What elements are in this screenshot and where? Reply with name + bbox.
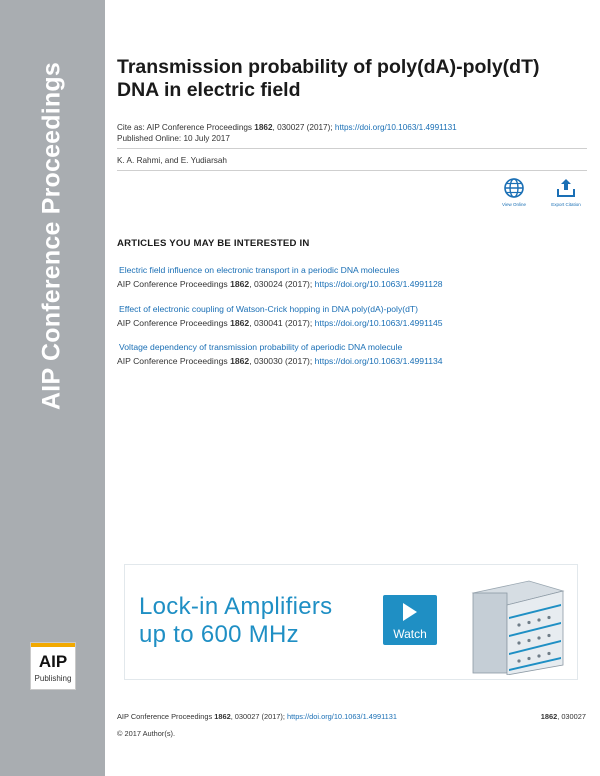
logo-subtext: Publishing <box>34 674 72 683</box>
watch-label: Watch <box>393 627 427 641</box>
related-article-title[interactable]: Effect of electronic coupling of Watson-Crick hopping in DNA poly(dA)-poly(dT) <box>119 304 419 314</box>
export-icon <box>555 177 577 199</box>
citation-line <box>117 122 457 133</box>
article-title-line2: DNA in electric field <box>117 79 301 101</box>
related-citation-rest: , 030030 (2017); <box>249 356 315 366</box>
aip-publishing-logo[interactable] <box>30 642 76 690</box>
published-date: Published Online: 10 July 2017 <box>117 134 230 143</box>
journal-title: AIP Conference Proceedings <box>37 62 66 410</box>
related-citation-rest: , 030041 (2017); <box>249 318 315 328</box>
view-online-button[interactable] <box>494 177 534 207</box>
logo-text: AIP <box>38 652 68 671</box>
lock-in-amplifier-image <box>469 571 567 675</box>
related-article-citation <box>117 279 443 289</box>
related-citation-volume: 1862 <box>230 279 250 289</box>
globe-icon <box>503 177 525 199</box>
related-citation-prefix: AIP Conference Proceedings <box>117 356 231 366</box>
export-citation-label: Export Citation <box>551 202 581 207</box>
footer-doi-link[interactable]: https://doi.org/10.1063/1.4991131 <box>286 712 397 721</box>
ad-headline-line1: Lock-in Amplifiers <box>139 593 333 620</box>
divider <box>117 170 587 171</box>
footer-citation-volume: 1862 <box>214 712 231 721</box>
related-doi-link[interactable]: https://doi.org/10.1063/1.4991145 <box>314 318 443 328</box>
logo-stripe <box>31 643 75 647</box>
article-title-line1: Transmission probability of poly(dA)-poly(dT) <box>117 56 540 78</box>
related-citation-rest: , 030024 (2017); <box>249 279 315 289</box>
citation-prefix: Cite as: AIP Conference Proceedings <box>117 123 255 132</box>
related-doi-link[interactable]: https://doi.org/10.1063/1.4991128 <box>314 279 443 289</box>
export-citation-button[interactable] <box>546 177 586 207</box>
divider <box>117 148 587 149</box>
related-article-citation <box>117 356 443 366</box>
page-article-number: , 030027 <box>557 712 586 721</box>
footer-citation-rest: , 030027 (2017); <box>230 712 287 721</box>
related-citation-volume: 1862 <box>230 318 250 328</box>
watch-button[interactable] <box>383 595 437 645</box>
related-article-title[interactable]: Electric field influence on electronic transport in a periodic DNA molecules <box>119 265 400 275</box>
ad-headline-line2: up to 600 MHz <box>139 621 299 648</box>
related-citation-volume: 1862 <box>230 356 250 366</box>
related-citation-prefix: AIP Conference Proceedings <box>117 279 231 289</box>
related-article-citation <box>117 318 443 328</box>
related-citation-prefix: AIP Conference Proceedings <box>117 318 231 328</box>
page-volume: 1862 <box>540 712 558 721</box>
page-number <box>541 712 586 721</box>
copyright: © 2017 Author(s). <box>117 729 176 738</box>
citation-doi-link[interactable]: https://doi.org/10.1063/1.4991131 <box>334 123 457 132</box>
play-icon <box>403 603 417 621</box>
advertisement-banner[interactable] <box>124 564 578 680</box>
related-articles-heading: ARTICLES YOU MAY BE INTERESTED IN <box>117 238 310 249</box>
authors: K. A. Rahmi, and E. Yudiarsah <box>117 156 227 165</box>
footer-citation-prefix: AIP Conference Proceedings <box>117 712 215 721</box>
related-doi-link[interactable]: https://doi.org/10.1063/1.4991134 <box>314 356 443 366</box>
view-online-label: View Online <box>502 202 526 207</box>
sidebar <box>0 0 105 776</box>
citation-rest: , 030027 (2017); <box>272 123 335 132</box>
footer-citation <box>117 712 397 721</box>
article-title <box>117 56 587 102</box>
related-article-title[interactable]: Voltage dependency of transmission probability of aperiodic DNA molecule <box>119 342 403 352</box>
citation-volume: 1862 <box>254 123 273 132</box>
